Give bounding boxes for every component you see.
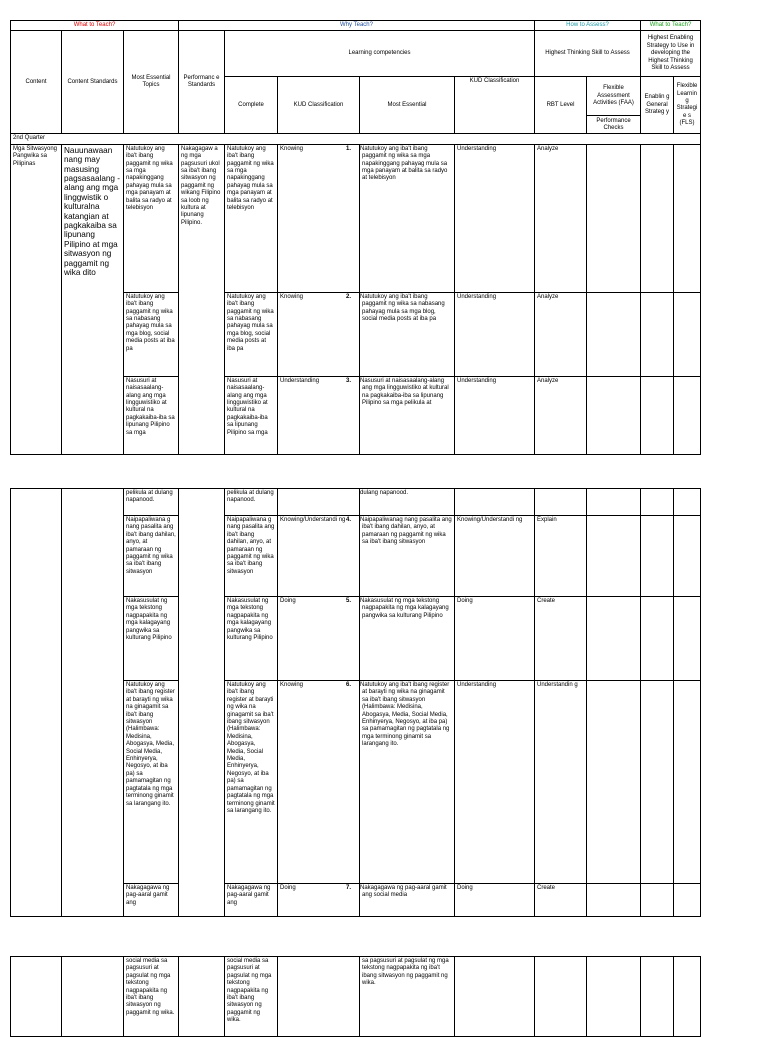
curriculum-table-page-2 bbox=[10, 488, 701, 917]
fls-cell bbox=[674, 489, 701, 516]
kud2-cell: Doing bbox=[455, 884, 535, 917]
competency-number: 7. bbox=[346, 885, 352, 891]
performance-checks-header: Performance Checks bbox=[587, 116, 641, 134]
most-essential-cell bbox=[360, 489, 455, 516]
egs-cell bbox=[641, 516, 674, 597]
competency-number: 2. bbox=[346, 293, 352, 300]
learning-competencies-header: Learning competencies bbox=[225, 31, 535, 77]
topic-cell: Nakasusulat ng mga tekstong nagpapakita ng mga kalagayang pangwika sa kulturang Pilipino bbox=[124, 597, 179, 681]
topic-cell: Naipapaliwana g nang pasalita ang iba't ibang dahilan, anyo, at pamaraan ng paggamit ng wika sa iba't ibang sitwasyon bbox=[124, 516, 179, 597]
kud2-cell: Understanding bbox=[455, 292, 535, 376]
topic-cell: Natutukoy ang iba't ibang paggamit ng wika sa nabasang pahayag mula sa mga blog, social media posts at iba pa bbox=[124, 292, 179, 376]
competency-text: Nasusuri at naisasaalang-alang ang mga lingguwistiko at kultural na pagkakaiba-iba sa lipunang Pilipino sa mga pelikula at bbox=[360, 377, 449, 407]
egs-cell bbox=[641, 292, 674, 376]
faa-cell bbox=[587, 144, 641, 292]
complete-cell: Naipapaliwana g nang pasalita ang iba't ibang dahilan, anyo, at pamaraan ng paggamit ng wika sa iba't ibang sitwasyon bbox=[225, 516, 278, 597]
kud-classification-header: KUD Classification bbox=[278, 77, 360, 134]
most-essential-cell bbox=[346, 681, 455, 884]
faa-cell bbox=[587, 376, 641, 454]
content-standards-header: Content Standards bbox=[62, 31, 124, 134]
content-standards-cell bbox=[62, 957, 124, 1037]
competency-text: Nakasusulat ng mga tekstong nagpapakita ng mga kalagayang pangwika sa kulturang Pilipino bbox=[360, 598, 449, 619]
complete-cell: Nasusuri at naisasaalang-alang ang mga lingguwistiko at kultural na pagkakaiba-iba sa lipunang Pilipino sa mga bbox=[225, 376, 278, 454]
performance-standards-cell bbox=[179, 489, 225, 917]
complete-header: Complete bbox=[225, 77, 278, 134]
content-cell: Mga Sitwasyong Pangwika sa Pilipinas bbox=[11, 144, 62, 454]
enabling-general-strategy-header: Enablin g General Strateg y bbox=[641, 77, 674, 134]
egs-cell bbox=[641, 884, 674, 917]
most-essential-cell bbox=[346, 292, 455, 376]
what-to-teach-header: What to Teach? bbox=[11, 21, 179, 31]
topic-cell: Nasusuri at naisasaalang-alang ang mga lingguwistiko at kultural na pagkakaiba-iba sa lipunang Pilipino sa mga bbox=[124, 376, 179, 454]
rbt-cell: Create bbox=[535, 597, 587, 681]
complete-cell: Natutukoy ang iba't ibang paggamit ng wika sa mga napakinggang pahayag mula sa mga panayam at balita sa radyo at telebisyon bbox=[225, 144, 278, 292]
fls-cell bbox=[674, 957, 701, 1037]
rbt-cell bbox=[535, 489, 587, 516]
kud-cell: Knowing bbox=[278, 292, 360, 376]
kud-cell: Knowing bbox=[278, 681, 360, 884]
fls-cell bbox=[674, 597, 701, 681]
rbt-cell: Analyze bbox=[535, 292, 587, 376]
content-standards-cell bbox=[62, 489, 124, 917]
table-row bbox=[11, 957, 701, 1037]
egs-cell bbox=[641, 489, 674, 516]
rbt-cell: Understandin g bbox=[535, 681, 587, 884]
faa-cell bbox=[587, 489, 641, 516]
kud2-cell: Understanding bbox=[455, 376, 535, 454]
kud-cell: Knowing/Understandi ng bbox=[278, 516, 360, 597]
most-essential-cell bbox=[346, 884, 455, 917]
performance-standards-header: Performanc e Standards bbox=[179, 31, 225, 134]
rbt-cell bbox=[535, 957, 587, 1037]
content-header: Content bbox=[11, 31, 62, 134]
kud-classification-header-2: KUD Classification bbox=[455, 77, 535, 134]
complete-cell: Natutukoy ang iba't ibang register at barayti ng wika na ginagamit sa iba't ibang sitwasyon (Halimbawa: Medisina, Abogasya, Media, Social Media, Enhinyerya, Negosyo, at iba pa) sa pamamagitan ng pagtatala ng mga terminong ginamit sa larangang ito. bbox=[225, 681, 278, 884]
competency-text: dulang napanood. bbox=[360, 490, 409, 496]
kud2-cell bbox=[455, 489, 535, 516]
faa-cell bbox=[587, 681, 641, 884]
competency-text: Natutukoy ang iba't ibang register at barayti ng wika na ginagamit sa iba't ibang sitwasyon (Halimbawa: Medisina, Abogasya, Media, Social Media, Enhinyerya, Negosyo, at iba pa) sa pamamagitan ng pagtatala ng mga terminong ginamit sa larangang ito. bbox=[360, 682, 450, 748]
kud-cell bbox=[278, 957, 360, 1037]
competency-number: 5. bbox=[346, 598, 352, 604]
rbt-level-header: RBT Level bbox=[535, 77, 587, 134]
curriculum-table-page-1 bbox=[10, 20, 701, 455]
kud-cell: Understanding bbox=[278, 376, 360, 454]
complete-cell: Nakasusulat ng mga tekstong nagpapakita ng mga kalagayang pangwika sa kulturang Pilipino bbox=[225, 597, 278, 681]
performance-standards-cell: Nakagagaw a ng mga pagsusuri ukol sa iba't ibang sitwasyon ng paggamit ng wikang Filipino sa loob ng kultura at lipunang Pilipino. bbox=[179, 144, 225, 454]
faa-cell bbox=[587, 884, 641, 917]
egs-cell bbox=[641, 376, 674, 454]
complete-cell: pelikula at dulang napanood. bbox=[225, 489, 278, 516]
egs-cell bbox=[641, 681, 674, 884]
competency-text: sa pagsusuri at pagsulat ng mga tekstong nagpapakita ng iba't ibang sitwasyon ng paggamit ng wika. bbox=[362, 958, 449, 987]
fls-cell bbox=[674, 376, 701, 454]
fls-cell bbox=[674, 884, 701, 917]
topic-cell: pelikula at dulang napanood. bbox=[124, 489, 179, 516]
flexible-assessment-header: Flexible Assessment Activities (FAA) bbox=[587, 77, 641, 116]
rbt-cell: Analyze bbox=[535, 144, 587, 292]
kud-cell: Doing bbox=[278, 884, 360, 917]
most-essential-cell bbox=[360, 957, 455, 1037]
competency-text: Natutukoy ang iba't ibang paggamit ng wika sa mga napakinggang pahayag mula sa mga panayam at balita sa radyo at telebisyon bbox=[360, 145, 448, 182]
why-teach-header: Why Teach? bbox=[179, 21, 535, 31]
egs-cell bbox=[641, 144, 674, 292]
complete-cell: Natutukoy ang iba't ibang paggamit ng wika sa nabasang pahayag mula sa mga blog, social media posts at iba pa bbox=[225, 292, 278, 376]
competency-text: Nakagagawa ng pag-aaral gamit ang social media bbox=[360, 885, 447, 899]
highest-thinking-skill-header: Highest Thinking Skill to Assess bbox=[535, 31, 641, 77]
competency-text: Naipapaliwanag nang pasalita ang iba't ibang dahilan, anyo, at pamaraan ng paggamit ng wika sa iba't ibang sitwasyon bbox=[360, 517, 452, 546]
topic-cell: Natutukoy ang iba't ibang register at barayti ng wika na ginagamit sa iba't ibang sitwasyon (Halimbawa: Medisina, Abogasya, Media, Social Media, Enhinyerya, Negosyo, at iba pa) sa pamamagitan ng pagtatala ng mga terminong ginamit sa larangang ito. bbox=[124, 681, 179, 884]
flexible-learning-strategies-header: Flexible Learning Strategie s (FLS) bbox=[674, 77, 701, 134]
most-essential-header: Most Essential bbox=[360, 77, 455, 134]
competency-number: 6. bbox=[346, 682, 352, 688]
faa-cell bbox=[587, 597, 641, 681]
complete-cell: social media sa pagsusuri at pagsulat ng mga tekstong nagpapakita ng iba't ibang sitwasyon ng paggamit ng wika. bbox=[225, 957, 278, 1037]
egs-cell bbox=[641, 597, 674, 681]
content-standards-cell: Nauunawaan nang may masusing pagsasaalang - alang ang mga linggwistik o kulturalna katangian at pagkakaiba sa lipunang Pilipino at mga sitwasyon ng paggamit ng wika dito bbox=[62, 144, 124, 454]
faa-cell bbox=[587, 516, 641, 597]
kud2-cell: Understanding bbox=[455, 681, 535, 884]
table-row bbox=[11, 144, 701, 292]
topic-cell: Natutukoy ang iba't ibang paggamit ng wika sa mga napakinggang pahayag mula sa mga panayam at balita sa radyo at telebisyon bbox=[124, 144, 179, 292]
complete-cell: Nakagagawa ng pag-aaral gamit ang bbox=[225, 884, 278, 917]
rbt-cell: Analyze bbox=[535, 376, 587, 454]
competency-text: Natutukoy ang iba't ibang paggamit ng wika sa nabasang pahayag mula sa mga blog, social media posts at iba pa bbox=[360, 293, 445, 323]
fls-cell bbox=[674, 681, 701, 884]
how-to-assess-header: How to Assess? bbox=[535, 21, 641, 31]
topic-cell: social media sa pagsusuri at pagsulat ng mga tekstong nagpapakita ng iba't ibang sitwasyon ng paggamit ng wika. bbox=[124, 957, 179, 1037]
fls-cell bbox=[674, 516, 701, 597]
rbt-cell: Create bbox=[535, 884, 587, 917]
kud2-cell bbox=[455, 957, 535, 1037]
kud2-cell: Knowing/Understandi ng bbox=[455, 516, 535, 597]
egs-cell bbox=[641, 957, 674, 1037]
competency-number: 1. bbox=[346, 145, 352, 152]
kud-cell: Knowing bbox=[278, 144, 360, 292]
most-essential-topics-header: Most Essential Topics bbox=[124, 31, 179, 134]
performance-standards-cell bbox=[179, 957, 225, 1037]
kud2-cell: Understanding bbox=[455, 144, 535, 292]
faa-cell bbox=[587, 957, 641, 1037]
quarter-label: 2nd Quarter bbox=[11, 134, 701, 144]
content-cell bbox=[11, 957, 62, 1037]
most-essential-cell bbox=[346, 376, 455, 454]
faa-cell bbox=[587, 292, 641, 376]
table-row bbox=[11, 489, 701, 516]
highest-enabling-strategy-header: Highest Enabling Strategy to Use in developing the Highest Thinking Skill to Assess bbox=[641, 31, 701, 77]
topic-cell: Nakagagawa ng pag-aaral gamit ang bbox=[124, 884, 179, 917]
content-cell bbox=[11, 489, 62, 917]
kud-cell: Doing bbox=[278, 597, 360, 681]
curriculum-table-page-3 bbox=[10, 956, 701, 1037]
fls-cell bbox=[674, 292, 701, 376]
most-essential-cell bbox=[346, 516, 455, 597]
competency-number: 3. bbox=[346, 377, 352, 384]
fls-cell bbox=[674, 144, 701, 292]
most-essential-cell bbox=[346, 597, 455, 681]
most-essential-cell bbox=[346, 144, 455, 292]
kud-cell bbox=[278, 489, 360, 516]
rbt-cell: Explain bbox=[535, 516, 587, 597]
competency-number: 4. bbox=[346, 517, 352, 523]
what-to-teach-header-2: What to Teach? bbox=[641, 21, 701, 31]
kud2-cell: Doing bbox=[455, 597, 535, 681]
